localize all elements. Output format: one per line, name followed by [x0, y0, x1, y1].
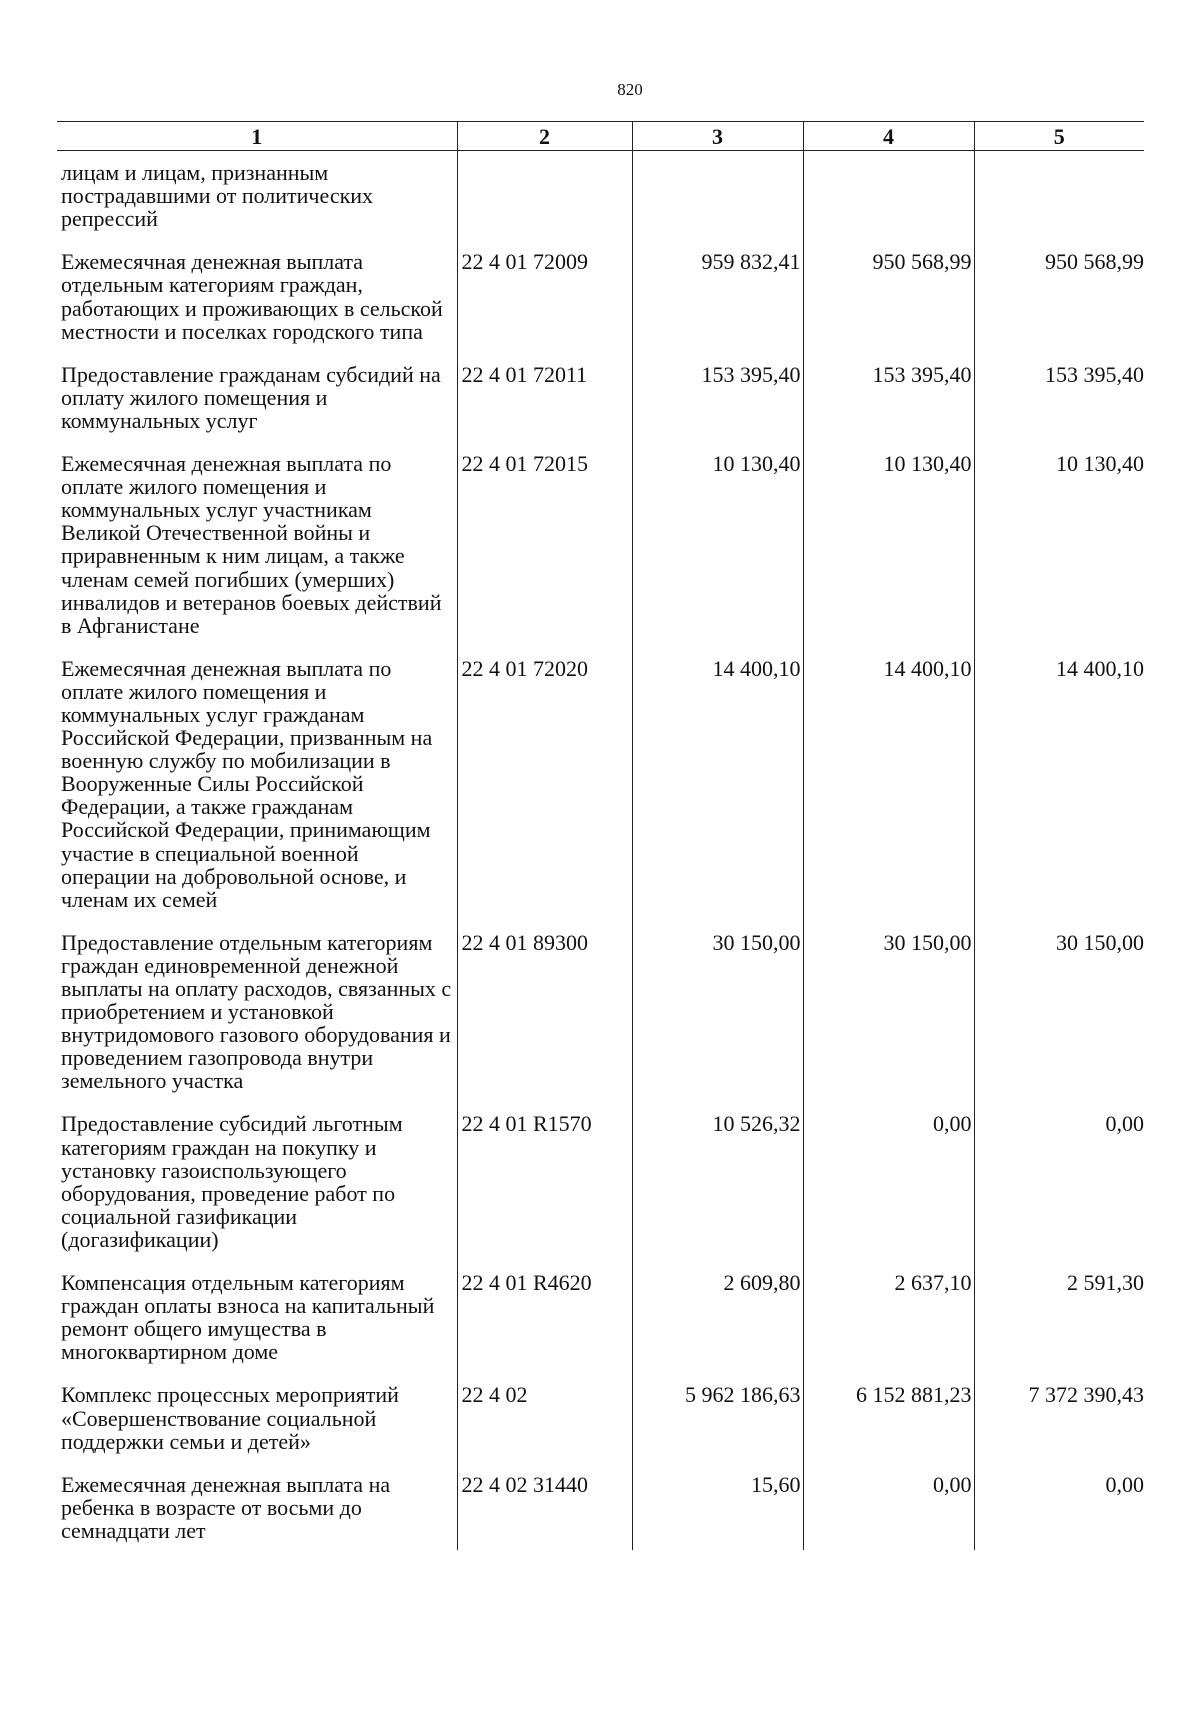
row-value-col3: 10 526,32: [632, 1112, 803, 1271]
column-header-5: 5: [974, 122, 1144, 151]
table-row: [57, 1473, 1144, 1550]
row-code: 22 4 01 R4620: [457, 1271, 632, 1383]
column-header-1: 1: [57, 122, 457, 151]
row-value-col4: 0,00: [803, 1473, 974, 1550]
row-code: 22 4 01 72009: [457, 250, 632, 362]
row-value-col5: 14 400,10: [974, 657, 1144, 931]
row-name: Ежемесячная денежная выплата по оплате жилого помещения и коммунальных услуг гражданам Российской Федерации, призванным на военную службу по мобилизации в Вооруженные Силы Российской Федерации, а также гражданам Российской Федерации, принимающим участие в специальной военной операции на добровольной основе, и членам их семей: [61, 655, 433, 912]
row-value-col3: 153 395,40: [632, 363, 803, 452]
budget-table: [57, 121, 1144, 1550]
row-value-col5: 7 372 390,43: [974, 1383, 1144, 1472]
row-value-col4: 950 568,99: [803, 250, 974, 362]
column-header-4: 4: [803, 122, 974, 151]
table-row: [57, 452, 1144, 657]
row-value-col4: 30 150,00: [803, 931, 974, 1113]
row-value-col3: 15,60: [632, 1473, 803, 1550]
row-value-col3: 5 962 186,63: [632, 1383, 803, 1472]
row-value-col5: 950 568,99: [974, 250, 1144, 362]
row-value-col4: [803, 151, 974, 251]
table-header: [57, 122, 1144, 151]
row-name: Компенсация отдельным категориям граждан оплаты взноса на капитальный ремонт общего имущества в многоквартирном доме: [61, 1270, 435, 1365]
row-value-col5: 10 130,40: [974, 452, 1144, 657]
row-value-col5: 30 150,00: [974, 931, 1144, 1113]
row-code: 22 4 01 72015: [457, 452, 632, 657]
row-value-col5: [974, 151, 1144, 251]
row-value-col3: 30 150,00: [632, 931, 803, 1113]
table-row: [57, 1383, 1144, 1472]
row-value-col3: 959 832,41: [632, 250, 803, 362]
row-name: Ежемесячная денежная выплата на ребенка в возрасте от восьми до семнадцати лет: [61, 1471, 391, 1543]
row-value-col3: 14 400,10: [632, 657, 803, 931]
row-code: [457, 151, 632, 251]
table-row: [57, 1271, 1144, 1383]
row-value-col4: 14 400,10: [803, 657, 974, 931]
table-body: [57, 151, 1144, 1550]
row-code: 22 4 02 31440: [457, 1473, 632, 1550]
row-value-col4: 0,00: [803, 1112, 974, 1271]
row-name: лицам и лицам, признанным пострадавшими от политических репрессий: [61, 160, 374, 232]
table-row: [57, 363, 1144, 452]
table-row: [57, 931, 1144, 1113]
row-value-col5: 153 395,40: [974, 363, 1144, 452]
column-header-2: 2: [457, 122, 632, 151]
row-name: Ежемесячная денежная выплата отдельным категориям граждан, работающих и проживающих в сельской местности и поселках городского типа: [61, 249, 443, 344]
row-name: Комплекс процессных мероприятий «Совершенствование социальной поддержки семьи и детей»: [61, 1382, 399, 1454]
row-code: 22 4 01 89300: [457, 931, 632, 1113]
row-code: 22 4 02: [457, 1383, 632, 1472]
row-value-col3: [632, 151, 803, 251]
table-row: [57, 151, 1144, 251]
page-number: 820: [617, 80, 643, 99]
row-name: Ежемесячная денежная выплата по оплате жилого помещения и коммунальных услуг участникам Великой Отечественной войны и приравненным к ним лицам, а также членам семей погибших (умерших) инвалидов и ветеранов боевых действий в Афганистане: [61, 451, 442, 638]
row-code: 22 4 01 72011: [457, 363, 632, 452]
row-name: Предоставление гражданам субсидий на оплату жилого помещения и коммунальных услуг: [61, 361, 441, 433]
row-name: Предоставление субсидий льготным категориям граждан на покупку и установку газоиспользующего оборудования, проведение работ по социальной газификации (догазификации): [61, 1111, 403, 1252]
table-row: [57, 1112, 1144, 1271]
row-value-col5: 2 591,30: [974, 1271, 1144, 1383]
row-value-col4: 10 130,40: [803, 452, 974, 657]
row-value-col5: 0,00: [974, 1473, 1144, 1550]
row-value-col3: 10 130,40: [632, 452, 803, 657]
row-value-col4: 6 152 881,23: [803, 1383, 974, 1472]
column-header-3: 3: [632, 122, 803, 151]
row-value-col5: 0,00: [974, 1112, 1144, 1271]
header-row: [57, 122, 1144, 151]
row-name: Предоставление отдельным категориям граждан единовременной денежной выплаты на оплату расходов, связанных с приобретением и установкой внутридомового газового оборудования и проведением газопровода внутри земельного участка: [61, 929, 452, 1094]
row-code: 22 4 01 72020: [457, 657, 632, 931]
row-value-col4: 153 395,40: [803, 363, 974, 452]
table-row: [57, 250, 1144, 362]
budget-table-container: [57, 121, 1144, 1550]
row-code: 22 4 01 R1570: [457, 1112, 632, 1271]
row-value-col3: 2 609,80: [632, 1271, 803, 1383]
table-row: [57, 657, 1144, 931]
row-value-col4: 2 637,10: [803, 1271, 974, 1383]
